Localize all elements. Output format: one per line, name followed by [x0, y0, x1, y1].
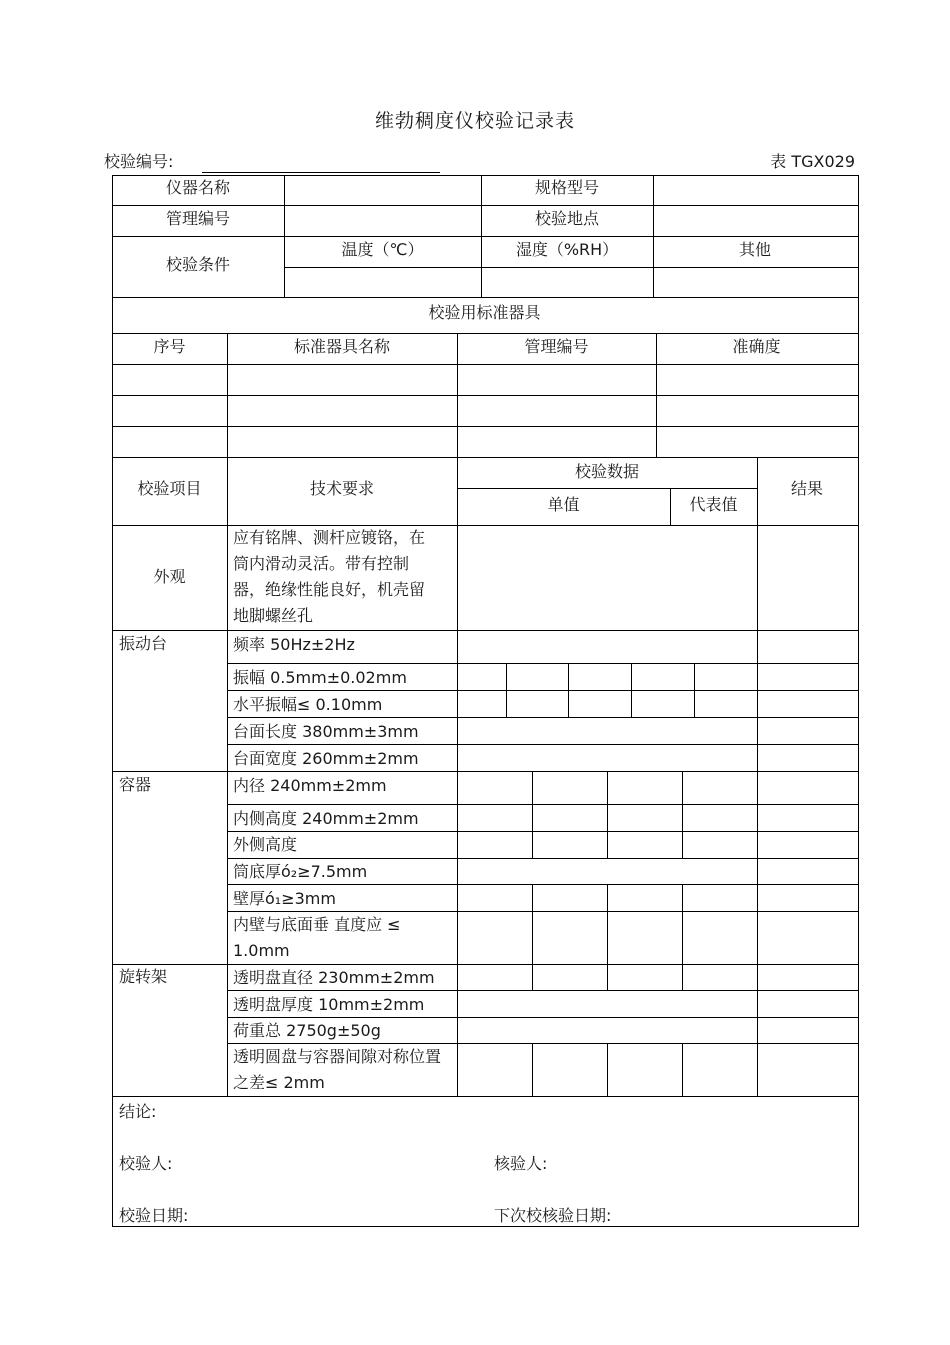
inspection-date-label: 校验日期:	[119, 1206, 189, 1225]
appearance-label: 外观	[153, 567, 186, 586]
container-label: 容器	[119, 775, 152, 794]
rotating-frame-label: 旋转架	[119, 967, 168, 986]
number-field-line[interactable]	[202, 172, 440, 173]
checker-label: 核验人:	[494, 1154, 548, 1173]
vib-req-length: 台面长度 380mm±3mm	[233, 722, 419, 741]
requirement-col-header: 技术要求	[309, 479, 374, 498]
inspector-label: 校验人:	[119, 1154, 173, 1173]
vib-req-width: 台面宽度 260mm±2mm	[233, 749, 419, 768]
appearance-requirement: 应有铭牌、测杆应镀铬，在筒内滑动灵活。带有控制器，绝缘性能良好，机壳留地脚螺丝孔	[233, 528, 426, 625]
rot-req-gap: 透明圆盘与容器间隙对称位置之差≤ 2mm	[233, 1047, 442, 1092]
next-date-label: 下次校核验日期:	[494, 1206, 612, 1225]
item-col-header: 校验项目	[137, 479, 202, 498]
ctr-req-bottom: 筒底厚ó₂≥7.5mm	[233, 862, 368, 881]
rot-req-thickness: 透明盘厚度 10mm±2mm	[233, 995, 425, 1014]
ctr-req-outer-height: 外侧高度	[233, 835, 298, 854]
conditions-label: 校验条件	[165, 255, 230, 274]
representative-header: 代表值	[689, 495, 738, 514]
location-label: 校验地点	[534, 209, 599, 228]
number-label: 校验编号:	[104, 152, 174, 171]
standards-title: 校验用标准器具	[428, 303, 541, 322]
humidity-label: 湿度（%RH）	[515, 240, 619, 259]
col-accuracy: 准确度	[732, 337, 781, 356]
vibration-table-label: 振动台	[119, 634, 168, 653]
ctr-req-inner-height: 内侧高度 240mm±2mm	[233, 809, 419, 828]
instrument-name-label: 仪器名称	[165, 178, 230, 197]
other-label: 其他	[738, 240, 771, 259]
ctr-req-perpendicular: 内壁与底面垂 直度应 ≤ 1.0mm	[233, 915, 401, 960]
col-seq: 序号	[153, 337, 186, 356]
vib-req-frequency: 频率 50Hz±2Hz	[233, 635, 355, 654]
model-label: 规格型号	[534, 178, 599, 197]
rot-req-diameter: 透明盘直径 230mm±2mm	[233, 968, 435, 987]
mgmt-no-label: 管理编号	[165, 209, 230, 228]
page-title: 维勃稠度仪校验记录表	[374, 110, 575, 132]
form-code: 表 TGX029	[770, 152, 855, 171]
col-mgmt-no: 管理编号	[524, 337, 589, 356]
ctr-req-wall: 壁厚ó₁≥3mm	[233, 889, 336, 908]
data-col-header: 校验数据	[574, 462, 639, 481]
result-col-header: 结果	[790, 479, 823, 498]
temperature-label: 温度（℃）	[341, 240, 424, 259]
conclusion-label: 结论:	[119, 1102, 157, 1121]
rot-req-load: 荷重总 2750g±50g	[233, 1021, 381, 1040]
vib-req-amplitude: 振幅 0.5mm±0.02mm	[233, 668, 407, 687]
vib-req-horizontal: 水平振幅≤ 0.10mm	[233, 695, 383, 714]
col-std-name: 标准器具名称	[293, 337, 390, 356]
single-value-header: 单值	[547, 495, 580, 514]
ctr-req-inner-diameter: 内径 240mm±2mm	[233, 776, 387, 795]
